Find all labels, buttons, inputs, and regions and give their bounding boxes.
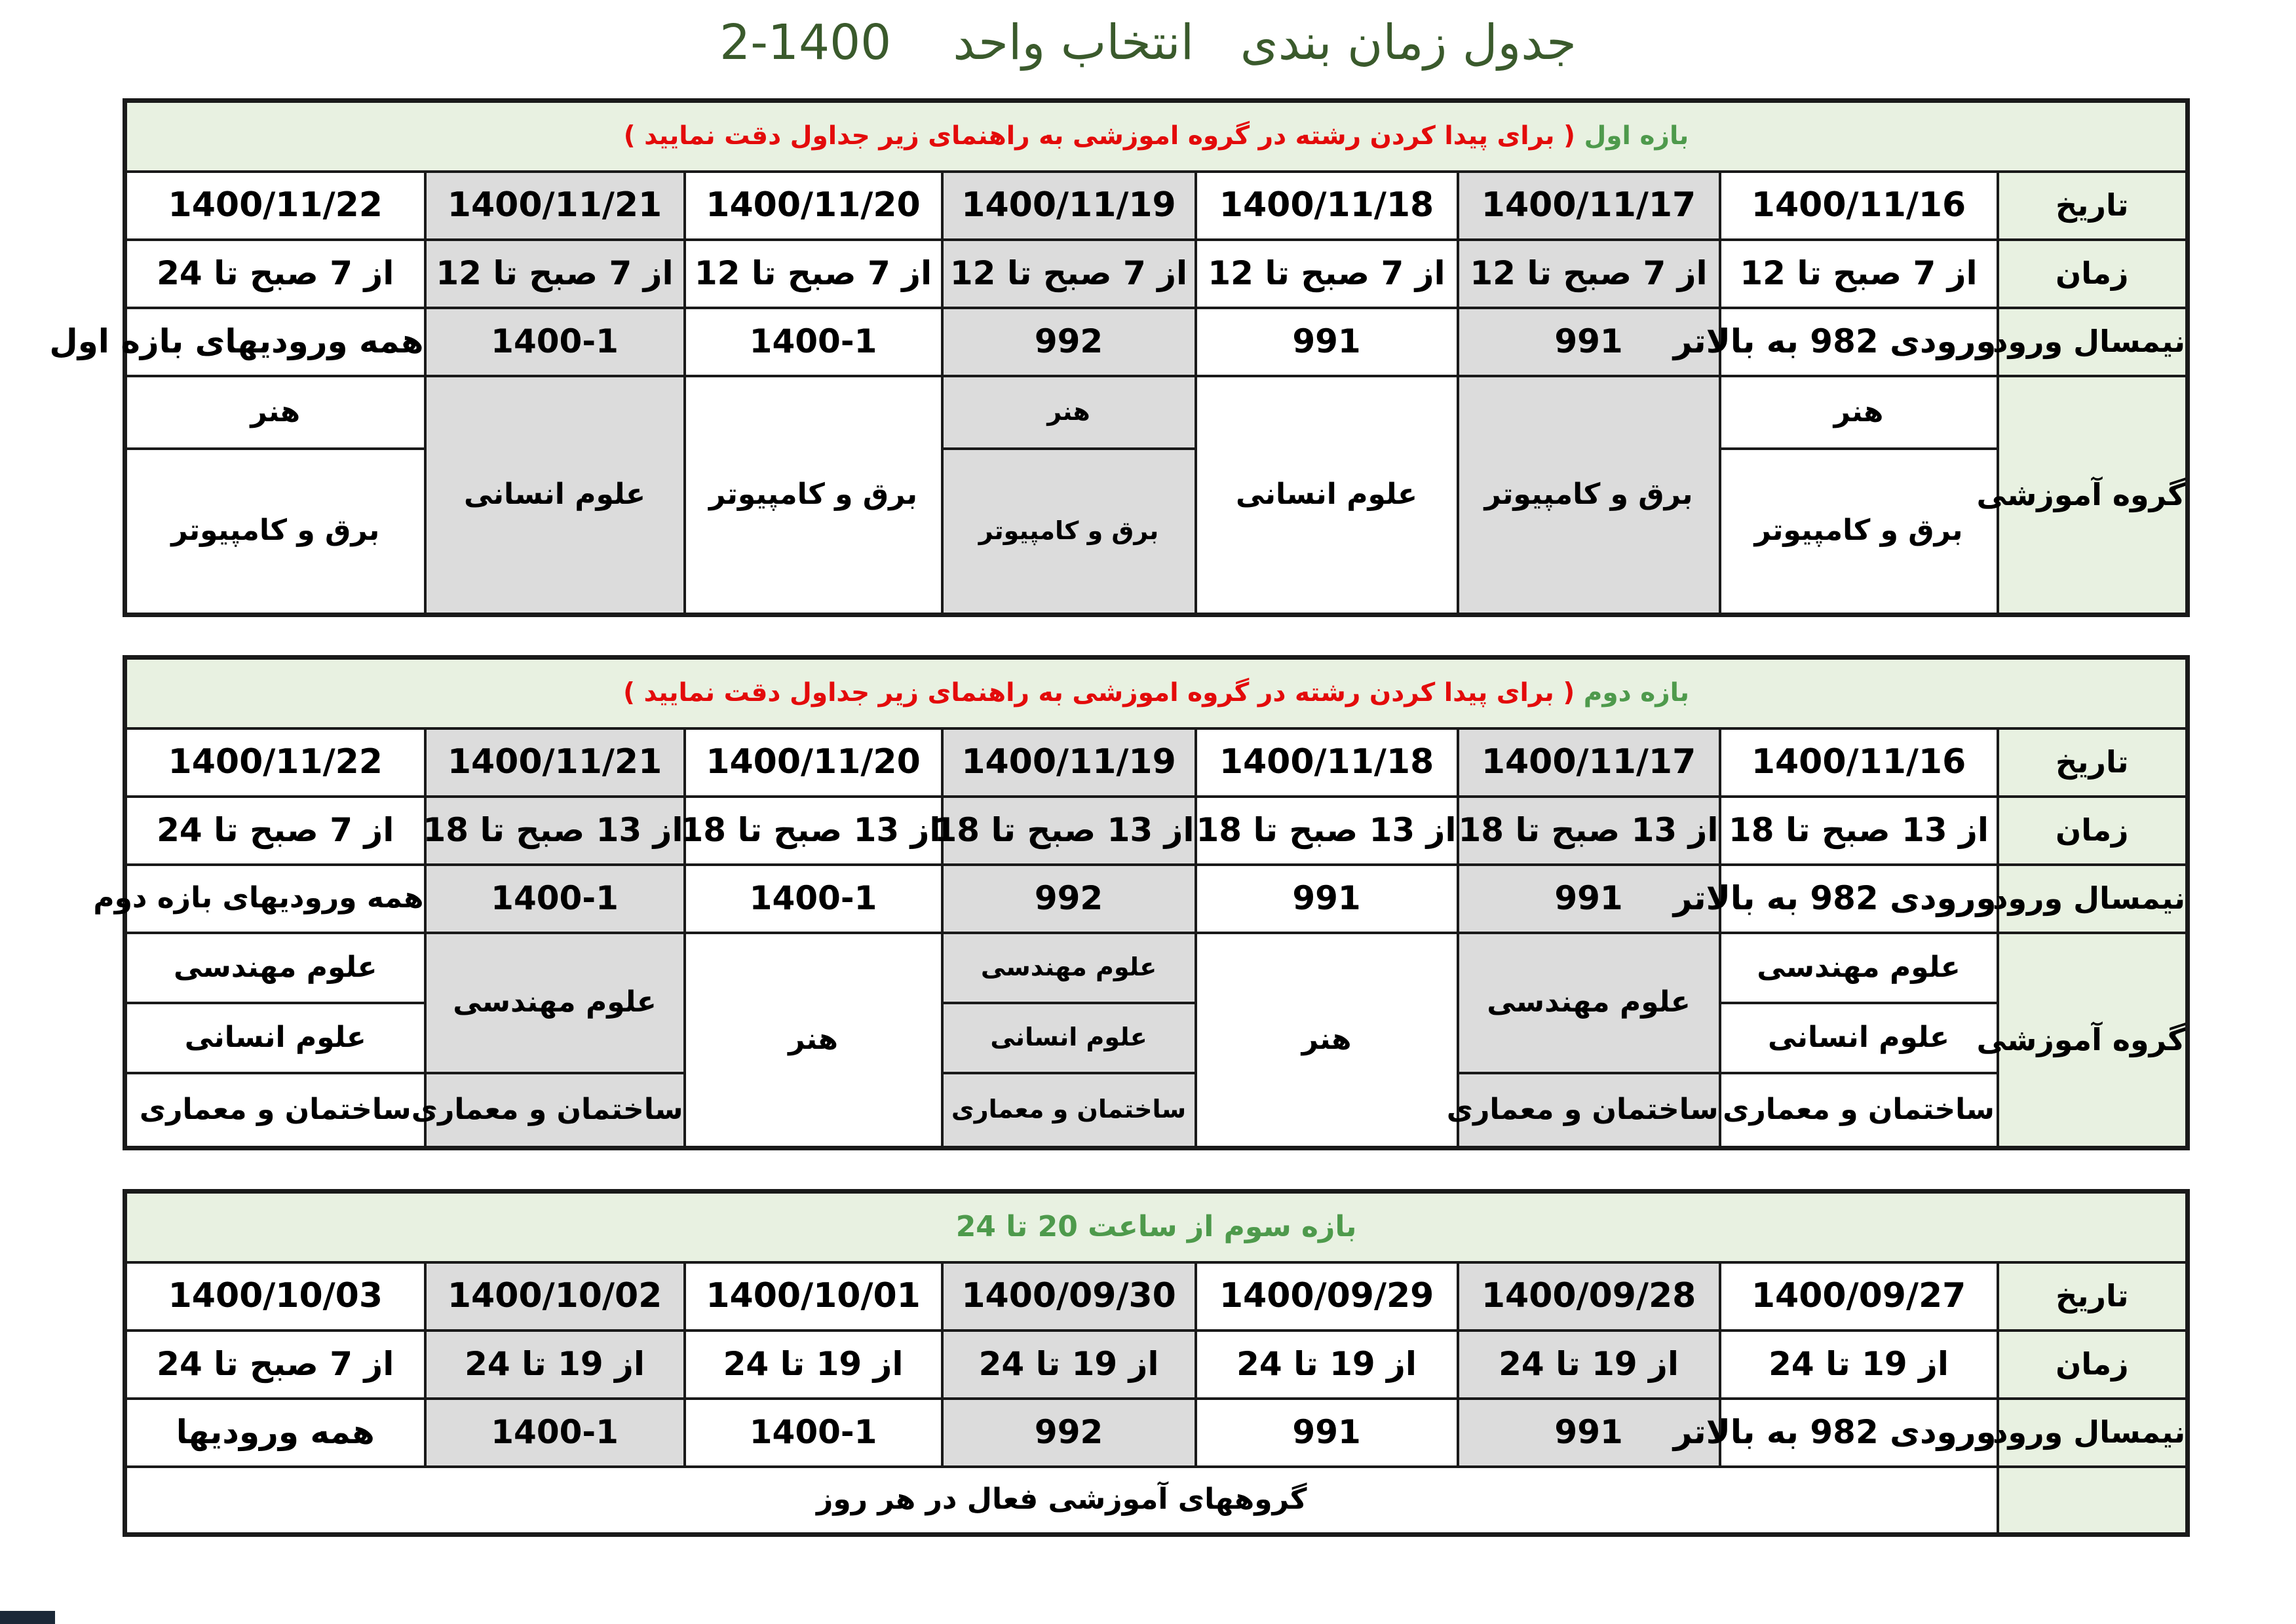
date-cell: 1400/11/20 [685, 172, 942, 240]
period-1-note: ( برای پیدا کردن رشته در گروه اموزشی به راهنمای زیر جداول دقت نمایید ) [623, 121, 1584, 151]
period-3-table [123, 1189, 2190, 1537]
label-date: تاریخ [1998, 728, 2188, 797]
time-cell: از 7 صبح تا 12 [942, 240, 1196, 308]
group-cell: هنر [1196, 933, 1458, 1148]
date-cell: 1400/11/21 [425, 172, 685, 240]
time-cell: از 19 تا 24 [1196, 1331, 1458, 1399]
time-cell: از 13 صبح تا 18 [1196, 797, 1458, 865]
date-cell: 1400/11/21 [425, 728, 685, 797]
date-cell: 1400/10/02 [425, 1262, 685, 1331]
group-cell: علوم مهندسی [1720, 933, 1998, 1003]
label-time: زمان [1998, 797, 2188, 865]
period-2-header [125, 658, 2188, 728]
group-cell: هنر [942, 376, 1196, 449]
entry-cell: 1400-1 [685, 308, 942, 376]
group-cell: علوم مهندسی [942, 933, 1196, 1003]
group-cell: برق و کامپیوتر [1720, 449, 1998, 615]
group-cell: برق و کامپیوتر [685, 376, 942, 615]
date-cell: 1400/11/16 [1720, 172, 1998, 240]
time-cell: از 13 صبح تا 18 [685, 797, 942, 865]
group-cell: علوم انسانی [425, 376, 685, 615]
date-cell: 1400/11/22 [125, 728, 425, 797]
date-cell: 1400/10/01 [685, 1262, 942, 1331]
entry-cell: 1400-1 [425, 1399, 685, 1467]
date-cell: 1400/11/19 [942, 728, 1196, 797]
entry-cell: 992 [942, 308, 1196, 376]
label-group: گروه آموزشی [1998, 933, 2188, 1148]
period-1-name: بازه اول [1584, 121, 1689, 151]
time-cell: از 19 تا 24 [425, 1331, 685, 1399]
entry-cell: همه ورودیهای بازه اول [125, 308, 425, 376]
time-cell: از 7 صبح تا 24 [125, 1331, 425, 1399]
group-cell: علوم انسانی [1720, 1003, 1998, 1073]
group-cell: علوم مهندسی [125, 933, 425, 1003]
entry-cell: 992 [942, 1399, 1196, 1467]
group-cell: برق و کامپیوتر [942, 449, 1196, 615]
time-cell: از 13 صبح تا 18 [1458, 797, 1720, 865]
period-3-header: بازه سوم از ساعت 20 تا 24 [125, 1192, 2188, 1262]
group-cell: علوم انسانی [942, 1003, 1196, 1073]
watermark [0, 1611, 55, 1624]
entry-cell: 1400-1 [425, 308, 685, 376]
entry-cell: 991 [1196, 308, 1458, 376]
entry-cell: ورودی 982 به بالاتر [1720, 308, 1998, 376]
group-cell: ساختمان و معماری [942, 1073, 1196, 1148]
time-cell: از 7 صبح تا 12 [425, 240, 685, 308]
entry-cell: 1400-1 [425, 865, 685, 933]
period-1-header [125, 101, 2188, 172]
date-cell: 1400/11/17 [1458, 172, 1720, 240]
date-cell: 1400/11/18 [1196, 728, 1458, 797]
entry-cell: 991 [1458, 1399, 1720, 1467]
time-cell: از 19 تا 24 [685, 1331, 942, 1399]
entry-cell: 1400-1 [685, 865, 942, 933]
group-cell: هنر [685, 933, 942, 1148]
time-cell: از 19 تا 24 [942, 1331, 1196, 1399]
time-cell: از 7 صبح تا 12 [1720, 240, 1998, 308]
entry-cell: 991 [1196, 865, 1458, 933]
time-cell: از 13 صبح تا 18 [942, 797, 1196, 865]
entry-cell: همه ورودیهای بازه دوم [125, 865, 425, 933]
time-cell: از 19 تا 24 [1720, 1331, 1998, 1399]
label-entry: نیمسال ورود [1998, 865, 2188, 933]
date-cell: 1400/11/18 [1196, 172, 1458, 240]
entry-cell: 991 [1458, 865, 1720, 933]
label-time: زمان [1998, 1331, 2188, 1399]
entry-cell: 1400-1 [685, 1399, 942, 1467]
entry-cell: 991 [1458, 308, 1720, 376]
group-cell: ساختمان و معماری [125, 1073, 425, 1148]
period-2-note: ( برای پیدا کردن رشته در گروه اموزشی به راهنمای زیر جداول دقت نمایید ) [623, 677, 1584, 708]
label-empty [1998, 1467, 2188, 1535]
date-cell: 1400/11/17 [1458, 728, 1720, 797]
entry-cell: همه ورودیها [125, 1399, 425, 1467]
entry-cell: 992 [942, 865, 1196, 933]
date-cell: 1400/11/22 [125, 172, 425, 240]
label-entry: نیمسال ورود [1998, 308, 2188, 376]
time-cell: از 7 صبح تا 24 [125, 797, 425, 865]
time-cell: از 13 صبح تا 18 [425, 797, 685, 865]
time-cell: از 19 تا 24 [1458, 1331, 1720, 1399]
date-cell: 1400/09/27 [1720, 1262, 1998, 1331]
entry-cell: 991 [1196, 1399, 1458, 1467]
label-date: تاریخ [1998, 172, 2188, 240]
group-cell: علوم مهندسی [1458, 933, 1720, 1073]
period-2-name: بازه دوم [1583, 677, 1689, 708]
entry-cell: ورودی 982 به بالاتر [1720, 1399, 1998, 1467]
period-2-table [93, 655, 2190, 1150]
date-cell: 1400/11/20 [685, 728, 942, 797]
group-cell: ساختمان و معماری [425, 1073, 685, 1148]
label-group: گروه آموزشی [1998, 376, 2188, 615]
active-groups-cell: گروههای آموزشی فعال در هر روز [125, 1467, 1998, 1535]
date-cell: 1400/09/30 [942, 1262, 1196, 1331]
time-cell: از 7 صبح تا 12 [685, 240, 942, 308]
group-cell: علوم مهندسی [425, 933, 685, 1073]
time-cell: از 7 صبح تا 24 [125, 240, 425, 308]
label-time: زمان [1998, 240, 2188, 308]
group-cell: ساختمان و معماری [1720, 1073, 1998, 1148]
group-cell: برق و کامپیوتر [1458, 376, 1720, 615]
group-cell: علوم انسانی [125, 1003, 425, 1073]
time-cell: از 7 صبح تا 12 [1458, 240, 1720, 308]
time-cell: از 7 صبح تا 12 [1196, 240, 1458, 308]
entry-cell: ورودی 982 به بالاتر [1720, 865, 1998, 933]
label-entry: نیمسال ورود [1998, 1399, 2188, 1467]
group-cell: علوم انسانی [1196, 376, 1458, 615]
date-cell: 1400/09/29 [1196, 1262, 1458, 1331]
group-cell: ساختمان و معماری [1458, 1073, 1720, 1148]
time-cell: از 13 صبح تا 18 [1720, 797, 1998, 865]
date-cell: 1400/10/03 [125, 1262, 425, 1331]
group-cell: برق و کامپیوتر [125, 449, 425, 615]
period-1-table [49, 98, 2190, 617]
page-title: جدول زمان بندی انتخاب واحد 1400-2 [719, 14, 1577, 71]
group-cell: هنر [125, 376, 425, 449]
group-cell: هنر [1720, 376, 1998, 449]
label-date: تاریخ [1998, 1262, 2188, 1331]
date-cell: 1400/11/16 [1720, 728, 1998, 797]
date-cell: 1400/09/28 [1458, 1262, 1720, 1331]
date-cell: 1400/11/19 [942, 172, 1196, 240]
